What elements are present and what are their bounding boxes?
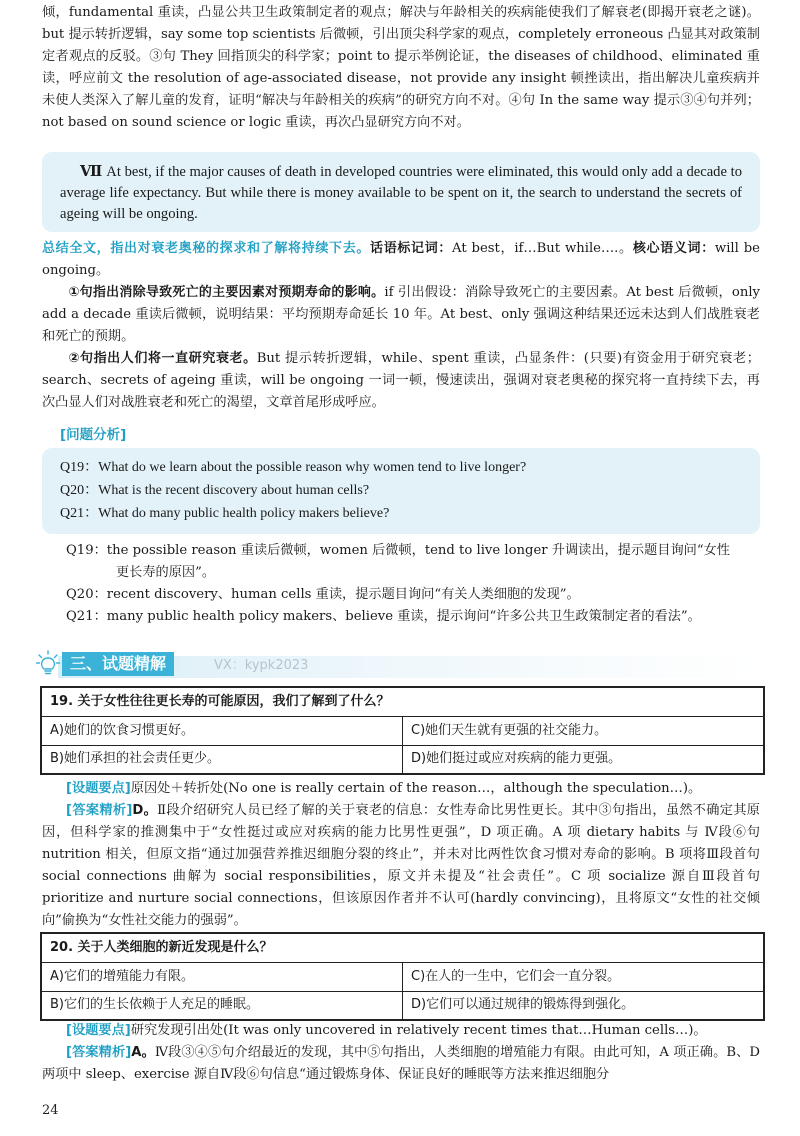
q19-question: 19. 关于女性往往更长寿的可能原因，我们了解到了什么？ xyxy=(41,687,764,716)
summary-section xyxy=(42,238,760,414)
question-q21: Q21：What do many public health policy makers believe? xyxy=(60,506,390,521)
note-q20: Q20：recent discovery、human cells 重读，提示题目询问“有关人类细胞的发现”。 xyxy=(66,587,580,602)
note-q21: Q21：many public health policy makers、believe 重读，提示询问“许多公共卫生政策制定者的看法”。 xyxy=(66,609,701,624)
q20-answer-text: Ⅳ段③④⑤句介绍最近的发现，其中⑤句指出，人类细胞的增殖能力有限。由此可知，A 项正确。B、D 两项中 sleep、exercise 源自Ⅳ段⑥句信息“通过锻炼身体、保证良好的睡眠等方法来推迟细胞分 xyxy=(42,1045,760,1082)
q19-answer-letter: D。 xyxy=(132,803,158,818)
q20-option-c: C)在人的一生中，它们会一直分裂。 xyxy=(403,962,765,991)
q19-explanation xyxy=(42,778,760,932)
q19-option-c: C)她们天生就有更强的社交能力。 xyxy=(403,716,765,745)
explanation-paragraph-top xyxy=(42,2,760,134)
q20-option-a: A)它们的增殖能力有限。 xyxy=(41,962,403,991)
q19-option-a: A)她们的饮食习惯更好。 xyxy=(41,716,403,745)
q19-table xyxy=(40,686,765,775)
paragraph-number: Ⅶ xyxy=(80,164,103,180)
q20-answer xyxy=(42,1042,760,1086)
q19-answer xyxy=(42,800,760,932)
core-text: will be ongoing。 xyxy=(42,241,760,278)
q20-answer-letter: A。 xyxy=(131,1045,155,1060)
q20-option-d: D)它们可以通过规律的锻炼得到强化。 xyxy=(403,991,765,1020)
q19-point xyxy=(42,778,760,800)
q20-table xyxy=(40,932,765,1021)
passage-text: At best, if the major causes of death in developed countries were eliminated, this would only add a decade to average life expectancy. But while there is money available to be spent on it, the search to understand the secrets of ageing will be ongoing. xyxy=(60,164,742,222)
q19-option-d: D)她们挺过或应对疾病的能力更强。 xyxy=(403,745,765,774)
sentence-1-analysis xyxy=(42,282,760,348)
sentence-1-text: if 引出假设：消除导致死亡的主要因素。At best 后微顿，only add a decade 重读后微顿，说明结果：平均预期寿命延长 10 年。At best、only 强调这种结果还远未达到人们战胜衰老和死亡的预期。 xyxy=(42,285,760,344)
question-analysis-label: [问题分析] xyxy=(60,427,127,443)
sentence-2-text: But 提示转折逻辑，while、spent 重读，凸显条件：(只要)有资金用于研究衰老；search、secrets of ageing 重读，will be ongoing 一词一顿，慢速读出，强调对衰老奥秘的探究将一直持续下去，再次凸显人们对战胜衰老和死亡的渴望，文章首尾形成呼应。 xyxy=(42,351,760,410)
question-q20: Q20：What is the recent discovery about human cells? xyxy=(60,483,370,498)
core-label: 核心语义词： xyxy=(632,241,715,256)
sentence-2-analysis xyxy=(42,348,760,414)
lightbulb-icon xyxy=(36,650,62,678)
q19-point-text: 原因处＋转折处(No one is really certain of the reason…，although the speculation…)。 xyxy=(130,781,702,796)
question-notes xyxy=(42,540,760,628)
q20-explanation xyxy=(42,1020,760,1086)
passage-box-7 xyxy=(42,152,760,232)
marker-text: At best，if…But while….。 xyxy=(452,241,633,256)
watermark-text: VX：kypk2023 xyxy=(214,658,309,673)
q20-answer-tag: [答案精析] xyxy=(66,1045,132,1060)
q19-answer-text: Ⅱ段介绍研究人员已经了解的关于衰老的信息：女性寿命比男性更长。其中③句指出，虽然不确定其原因，但科学家的推测集中于“女性挺过或应对疾病的能力比男性更强”，D 项正确。A 项 dietary habits 与 Ⅳ段⑥句 nutrition 相关，但原文指“通过加强营养推迟细胞分裂的终止”，并未对比两性饮食习惯对寿命的影响。B 项将Ⅲ段首句 social connections 曲解为 social responsibilities，原文并未提及“社会责任”。C 项 socialize 源自Ⅲ段首句 prioritize and nurture social connections，但该原因作者并不认可(hardly convincing)，且将原文“女性的社交倾向”偷换为“女性社交能力的强弱”。 xyxy=(42,803,760,928)
q20-point xyxy=(42,1020,760,1042)
marker-label: 话语标记词： xyxy=(370,241,453,256)
summary-highlight: 总结全文，指出对衰老奥秘的探求和了解将持续下去。 xyxy=(42,241,371,256)
q20-point-text: 研究发现引出处(It was only uncovered in relatively recent times that…Human cells…)。 xyxy=(130,1023,707,1038)
note-q19 xyxy=(42,540,760,584)
q20-option-b: B)它们的生长依赖于人充足的睡眠。 xyxy=(41,991,403,1020)
note-q19-line1: Q19：the possible reason 重读后微顿，women 后微顿，tend to live longer 升调读出，提示题目询问“女性 xyxy=(66,543,730,558)
summary-line xyxy=(42,238,760,282)
sentence-2-heading: ②句指出人们将一直研究衰老。 xyxy=(68,351,257,366)
q19-point-tag: [设题要点] xyxy=(66,781,131,796)
q20-point-tag: [设题要点] xyxy=(66,1023,131,1038)
q19-answer-tag: [答案精析] xyxy=(66,803,133,818)
question-q19: Q19：What do we learn about the possible reason why women tend to live longer? xyxy=(60,460,527,475)
explanation-text: 倾，fundamental 重读，凸显公共卫生政策制定者的观点；解决与年龄相关的疾病能使我们了解衰老(即揭开衰老之谜)。but 提示转折逻辑，say some top scientists 后微顿，引出顶尖科学家的观点，completely erroneous 凸显其对政策制定者观点的反驳。③句 They 回指顶尖的科学家；point to 提示举例论证，the diseases of childhood、eliminated 重读，呼应前文 the resolution of age-associated disease，not provide any insight 顿挫读出，指出解决儿童疾病并未使人类深入了解儿童的发育，证明“解决与年龄相关的疾病”的研究方向不对。④句 In the same way 提示③④句并列；not based on sound science or logic 重读，再次凸显研究方向不对。 xyxy=(42,5,760,130)
section-header xyxy=(36,650,760,678)
note-q19-line2: 更长寿的原因”。 xyxy=(116,565,216,580)
questions-box xyxy=(42,448,760,534)
sentence-1-heading: ①句指出消除导致死亡的主要因素对预期寿命的影响。 xyxy=(68,285,385,300)
q20-question: 20. 关于人类细胞的新近发现是什么？ xyxy=(41,933,764,962)
section-title: 三、试题精解 xyxy=(62,652,174,676)
q19-option-b: B)她们承担的社会责任更少。 xyxy=(41,745,403,774)
page-number: 24 xyxy=(42,1103,59,1118)
